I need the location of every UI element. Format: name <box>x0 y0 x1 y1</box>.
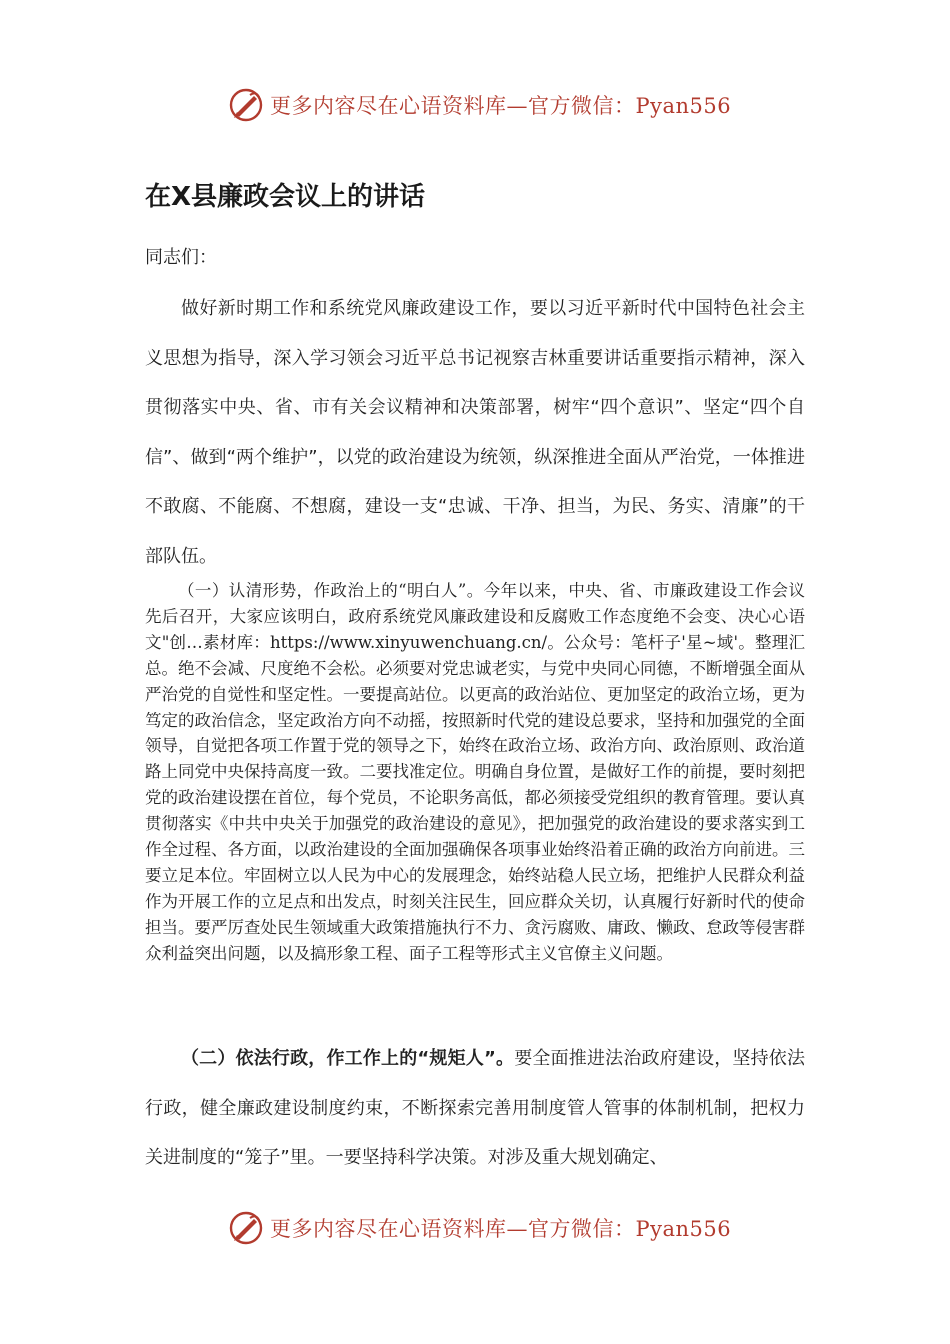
paragraph-section-two <box>145 1034 805 1183</box>
pen-logo-icon <box>228 1210 264 1246</box>
paragraph-section-one: （一）认清形势，作政治上的“明白人”。今年以来，中央、省、市廉政建设工作会议先后召开，大家应该明白，政府系统党风廉政建设和反腐败工作态度绝不会变、决心心语文"创…素材库：https://www.xinyuwenchuang.cn/。公众号：笔杆子'星~域'。整理汇总。绝不会减、尺度绝不会松。必须要对党忠诚老实，与党中央同心同德，不断增强全面从严治党的自觉性和坚定性。一要提高站位。以更高的政治站位、更加坚定的政治立场，更为笃定的政治信念，坚定政治方向不动摇，按照新时代党的建设总要求，坚持和加强党的全面领导，自觉把各项工作置于党的领导之下，始终在政治立场、政治方向、政治原则、政治道路上同党中央保持高度一致。二要找准定位。明确自身位置，是做好工作的前提，要时刻把党的政治建设摆在首位，每个党员，不论职务高低，都必须接受党组织的教育管理。要认真贯彻落实《中共中央关于加强党的政治建设的意见》，把加强党的政治建设的要求落实到工作全过程、各方面，以政治建设的全面加强确保各项事业始终沿着正确的政治方向前进。三要立足本位。牢固树立以人民为中心的发展理念，始终站稳人民立场，把维护人民群众利益作为开展工作的立足点和出发点，时刻关注民生，回应群众关切，认真履行好新时代的使命担当。要严厉查处民生领域重大政策措施执行不力、贪污腐败、庸政、懒政、怠政等侵害群众利益突出问题，以及搞形象工程、面子工程等形式主义官僚主义问题。 <box>145 581 805 963</box>
banner-text: 更多内容尽在心语资料库—官方微信：Pyan556 <box>270 1217 732 1241</box>
banner-text: 更多内容尽在心语资料库—官方微信：Pyan556 <box>270 94 732 118</box>
paragraph-intro: 做好新时期工作和系统党风廉政建设工作，要以习近平新时代中国特色社会主义思想为指导，深入学习领会习近平总书记视察吉林重要讲话重要指示精神，深入贯彻落实中央、省、市有关会议精神和决策部署，树牢“四个意识”、坚定“四个自信”、做到“两个维护”，以党的政治建设为统领，纵深推进全面从严治党，一体推进不敢腐、不能腐、不想腐，建设一支“忠诚、干净、担当，为民、务实、清廉”的干部队伍。 <box>145 298 805 567</box>
document-title: 在X县廉政会议上的讲话 <box>145 182 426 212</box>
section-two-heading: （二）依法行政，作工作上的“规矩人”。 <box>181 1048 515 1069</box>
header-banner <box>228 85 748 125</box>
footer-banner <box>228 1208 748 1248</box>
pen-logo-icon <box>228 87 264 123</box>
section-two-body: 要全面推进法治政府建设，坚持依法行政，健全廉政建设制度约束，不断探索完善用制度管人管事的体制机制，把权力关进制度的“笼子”里。一要坚持科学决策。对涉及重大规划确定、 <box>145 1048 805 1168</box>
salutation: 同志们： <box>145 247 217 268</box>
